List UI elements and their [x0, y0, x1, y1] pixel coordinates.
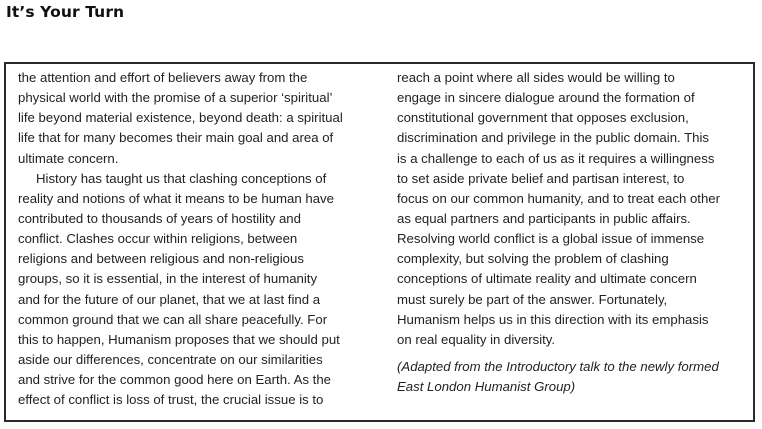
text-line: effect of conflict is loss of trust, the crucial issue is to	[18, 392, 324, 408]
right-column	[397, 68, 720, 397]
text-line: is a challenge to each of us as it requires a willingness	[397, 150, 715, 166]
text-line: focus on our common humanity, and to treat each other	[397, 190, 721, 206]
text-line: religions and between religious and non-religious	[18, 251, 304, 267]
text-line: groups, so it is essential, in the interest of humanity	[18, 271, 318, 287]
text-line: and strive for the common good here on Earth. As the	[18, 372, 332, 388]
text-line: physical world with the promise of a superior ‘spiritual’	[18, 90, 333, 106]
text-line: common ground that we can all share peacefully. For	[18, 311, 328, 327]
left-column	[18, 68, 343, 410]
source-caption-line: East London Humanist Group)	[397, 379, 576, 395]
text-line: aside our differences, concentrate on our similarities	[18, 351, 323, 367]
text-line: to set aside private belief and partisan interest, to	[397, 170, 685, 186]
text-line: reach a point where all sides would be willing to	[397, 70, 675, 85]
text-line: contributed to thousands of years of hostility and	[18, 210, 301, 226]
paragraph-start-line: History has taught us that clashing conceptions of	[36, 170, 327, 186]
text-line: as equal partners and participants in public affairs.	[397, 210, 691, 226]
text-line: Resolving world conflict is a global issue of immense	[397, 231, 705, 247]
text-line: Humanism helps us in this direction with its emphasis	[397, 311, 709, 327]
source-caption-line: (Adapted from the Introductory talk to the newly formed	[397, 358, 719, 374]
text-line: life beyond material existence, beyond death: a spiritual	[18, 110, 343, 126]
text-line: constitutional government that opposes exclusion,	[397, 110, 689, 126]
text-line: must surely be part of the answer. Fortunately,	[397, 291, 668, 307]
text-line: and for the future of our planet, that we at last find a	[18, 291, 321, 307]
spacer	[397, 350, 720, 357]
text-line: reality and notions of what it means to be human have	[18, 190, 334, 206]
text-line: this to happen, Humanism proposes that we should put	[18, 331, 340, 347]
page-heading: It’s Your Turn	[6, 3, 125, 21]
text-line: complexity, but solving the problem of clashing	[397, 251, 669, 267]
text-line: discrimination and privilege in the public domain. This	[397, 130, 710, 146]
text-line: engage in sincere dialogue around the formation of	[397, 90, 695, 106]
text-line: life that for many becomes their main goal and area of	[18, 130, 334, 146]
text-line: the attention and effort of believers away from the	[18, 70, 308, 85]
text-line: conflict. Clashes occur within religions, between	[18, 231, 298, 247]
text-line: conceptions of ultimate reality and ultimate concern	[397, 271, 697, 287]
text-line: on real equality in diversity.	[397, 331, 556, 347]
text-line: ultimate concern.	[18, 150, 119, 166]
